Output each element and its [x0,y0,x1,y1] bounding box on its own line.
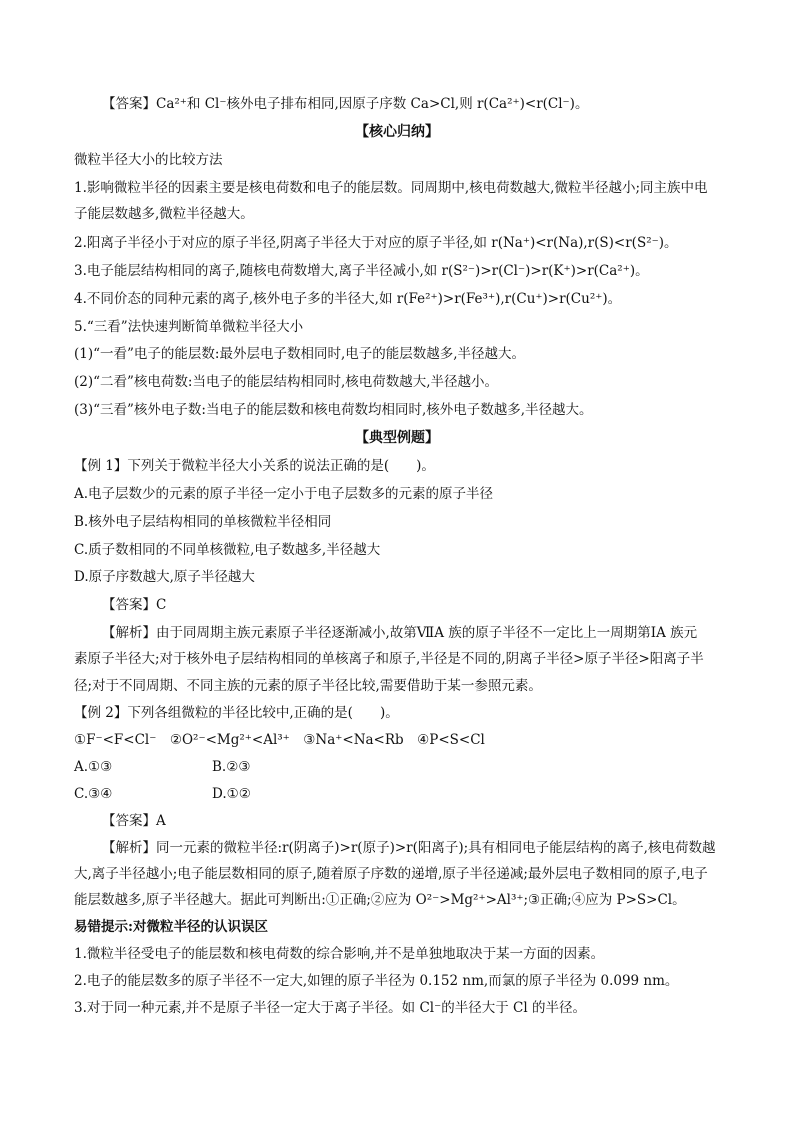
tip-1: 1.微粒半径受电子的能层数和核电荷数的综合影响,并不是单独地取决于某一方面的因素。 [74,946,605,962]
example-2-analysis-line-2: 大,离子半径越小;电子能层数相同的原子,随着原子序数的递增,原子半径递减;最外层电子数相同的原子,电子 [74,866,708,882]
summary-point-1-line-2: 子能层数越多,微粒半径越大。 [74,206,254,222]
example-2-question: 【例 2】下列各组微粒的半径比较中,正确的是( )。 [74,705,399,721]
example-2-option-b: B.②③ [212,759,251,775]
summary-point-4: 4.不同价态的同种元素的离子,核外电子多的半径大,如 r(Fe²⁺)>r(Fe³⁺),r(Cu⁺)>r(Cu²⁺)。 [74,291,622,307]
example-1-option-c: C.质子数相同的不同单核微粒,电子数越多,半径越大 [74,542,381,558]
summary-point-1-line-1: 1.影响微粒半径的因素主要是核电荷数和电子的能层数。同周期中,核电荷数越大,微粒半径越小;同主族中电 [74,180,708,196]
example-2-analysis-line-3: 能层数越多,原子半径越大。据此可判断出:①正确;②应为 O²⁻>Mg²⁺>Al³⁺;③正确;④应为 P>S>Cl。 [74,892,686,908]
example-1-analysis-line-2: 素原子半径大;对于核外电子层结构相同的单核离子和原子,半径是不同的,阴离子半径>原子半径>阳离子半 [74,651,704,667]
example-1-analysis-line-1: 【解析】由于同周期主族元素原子半径逐渐减小,故第ⅦA 族的原子半径不一定比上一周期第ⅠA 族元 [102,625,698,641]
summary-point-3: 3.电子能层结构相同的离子,随核电荷数增大,离子半径减小,如 r(S²⁻)>r(Cl⁻)>r(K⁺)>r(Ca²⁺)。 [74,263,649,279]
example-1-option-b: B.核外电子层结构相同的单核微粒半径相同 [74,514,332,530]
summary-title: 微粒半径大小的比较方法 [74,152,223,168]
section-heading-summary: 【核心归纳】 [355,124,439,140]
example-1-answer: 【答案】C [102,597,167,613]
section-heading-examples: 【典型例题】 [355,430,439,446]
example-2-option-d: D.①② [212,786,251,802]
summary-point-5-3: (3)“三看”核外电子数:当电子的能层数和核电荷数均相同时,核外电子数越多,半径越大。 [74,402,593,418]
tip-3: 3.对于同一种元素,并不是原子半径一定大于离子半径。如 Cl⁻的半径大于 Cl 的半径。 [74,1000,586,1016]
example-1-analysis-line-3: 径;对于不同周期、不同主族的元素的原子半径比较,需要借助于某一参照元素。 [74,678,542,694]
tips-title: 易错提示:对微粒半径的认识误区 [74,919,268,935]
example-1-option-a: A.电子层数少的元素的原子半径一定小于电子层数多的元素的原子半径 [74,486,494,502]
example-2-answer: 【答案】A [102,813,166,829]
answer-line: 【答案】Ca²⁺和 Cl⁻核外电子排布相同,因原子序数 Ca>Cl,则 r(Ca²⁺)<r(Cl⁻)。 [102,96,589,112]
summary-point-2: 2.阳离子半径小于对应的原子半径,阴离子半径大于对应的原子半径,如 r(Na⁺)<r(Na),r(S)<r(S²⁻)。 [74,235,678,251]
summary-point-5-2: (2)“二看”核电荷数:当电子的能层结构相同时,核电荷数越大,半径越小。 [74,374,499,390]
tip-2: 2.电子的能层数多的原子半径不一定大,如锂的原子半径为 0.152 nm,而氯的原子半径为 0.099 nm。 [74,973,679,989]
example-2-items: ①F⁻<F<Cl⁻ ②O²⁻<Mg²⁺<Al³⁺ ③Na⁺<Na<Rb ④P<S<Cl [74,732,485,748]
example-2-analysis-line-1: 【解析】同一元素的微粒半径:r(阴离子)>r(原子)>r(阳离子);具有相同电子能层结构的离子,核电荷数越 [102,840,716,856]
summary-point-5-1: (1)“一看”电子的能层数:最外层电子数相同时,电子的能层数越多,半径越大。 [74,346,526,362]
example-1-question: 【例 1】下列关于微粒半径大小关系的说法正确的是( )。 [74,458,435,474]
example-2-option-a: A.①③ [74,759,113,775]
summary-point-5: 5.“三看”法快速判断简单微粒半径大小 [74,319,304,335]
example-1-option-d: D.原子序数越大,原子半径越大 [74,569,255,585]
example-2-option-c: C.③④ [74,786,113,802]
